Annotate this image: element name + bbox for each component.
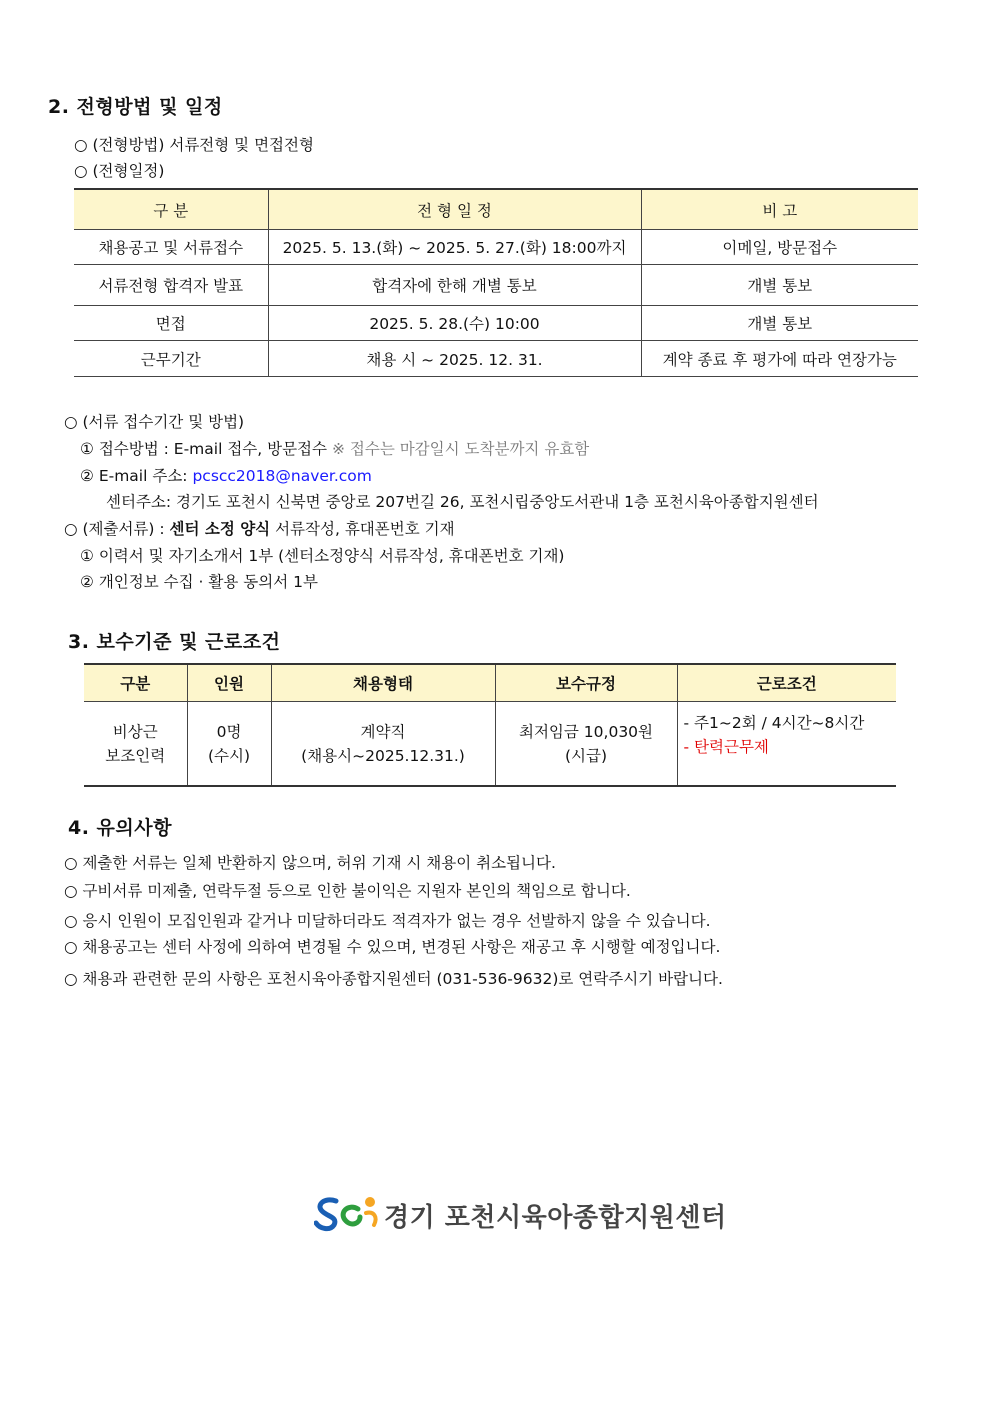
application-method xyxy=(80,437,589,459)
notice-item: ○ 응시 인원이 모집인원과 같거나 미달하더라도 적격자가 없는 경우 선발하지 않을 수 있습니다. xyxy=(64,912,711,930)
conditions-line-1: - 주1~2회 / 4시간~8시간 xyxy=(683,714,865,732)
email-label: ② E-mail 주소: xyxy=(80,467,193,485)
section-2-heading: 2. 전형방법 및 일정 xyxy=(48,96,223,118)
table-row xyxy=(74,341,918,377)
table-row xyxy=(74,265,918,306)
pay-header-category: 구분 xyxy=(84,664,187,702)
application-email xyxy=(80,464,372,486)
schedule-cell: 계약 종료 후 평가에 따라 연장가능 xyxy=(641,341,918,377)
documents-bold: 센터 소정 양식 xyxy=(169,520,271,538)
schedule-header-date: 전 형 일 정 xyxy=(268,189,641,230)
schedule-cell: 합격자에 한해 개별 통보 xyxy=(268,265,641,306)
schedule-cell: 서류전형 합격자 발표 xyxy=(74,265,268,306)
schedule-cell: 개별 통보 xyxy=(641,265,918,306)
category-line-2: 보조인력 xyxy=(105,746,166,765)
table-row xyxy=(74,230,918,265)
table-row xyxy=(74,306,918,341)
schedule-header-category: 구 분 xyxy=(74,189,268,230)
schedule-table-header xyxy=(74,189,918,230)
pay-header-count: 인원 xyxy=(187,664,271,702)
section-4-heading: 4. 유의사항 xyxy=(68,817,172,839)
count-line-1: 0명 xyxy=(216,722,242,741)
pay-cell-type xyxy=(271,702,495,787)
selection-method: ○ (전형방법) 서류전형 및 면접전형 xyxy=(74,136,314,154)
documents-line xyxy=(64,517,455,539)
notice-item: ○ 제출한 서류는 일체 반환하지 않으며, 허위 기재 시 채용이 취소됩니다. xyxy=(64,854,556,872)
schedule-cell: 개별 통보 xyxy=(641,306,918,341)
pay-line-1: 최저임금 10,030원 xyxy=(518,722,654,741)
table-row xyxy=(84,702,896,787)
schedule-cell: 채용공고 및 서류접수 xyxy=(74,230,268,265)
documents-item-2: ② 개인정보 수집 · 활용 동의서 1부 xyxy=(80,573,318,591)
documents-prefix: ○ (제출서류) : xyxy=(64,520,170,538)
pay-cell-pay xyxy=(495,702,677,787)
notice-item: ○ 구비서류 미제출, 연락두절 등으로 인한 불이익은 지원자 본인의 책임으로 합니다. xyxy=(64,882,631,900)
pay-cell-count xyxy=(187,702,271,787)
schedule-cell: 2025. 5. 28.(수) 10:00 xyxy=(268,306,641,341)
center-address: 센터주소: 경기도 포천시 신북면 중앙로 207번길 26, 포천시립중앙도서관내 1층 포천시육아종합지원센터 xyxy=(106,493,819,511)
schedule-header-note: 비 고 xyxy=(641,189,918,230)
schedule-cell: 2025. 5. 13.(화) ~ 2025. 5. 27.(화) 18:00까지 xyxy=(268,230,641,265)
pay-cell-conditions xyxy=(677,702,896,787)
documents-suffix: 서류작성, 휴대폰번호 기재 xyxy=(270,520,455,538)
schedule-label: ○ (전형일정) xyxy=(74,162,165,180)
pay-header-pay: 보수규정 xyxy=(495,664,677,702)
email-link[interactable]: pcscc2018@naver.com xyxy=(192,467,372,485)
pay-cell-category xyxy=(84,702,187,787)
notice-item: ○ 채용과 관련한 문의 사항은 포천시육아종합지원센터 (031-536-9632)로 연락주시기 바랍니다. xyxy=(64,970,723,988)
notice-item: ○ 채용공고는 센터 사정에 의하여 변경될 수 있으며, 변경된 사항은 재공고 후 시행할 예정입니다. xyxy=(64,938,721,956)
center-logo-icon xyxy=(314,1193,382,1239)
conditions-line-2: - 탄력근무제 xyxy=(683,738,769,756)
section-3-heading: 3. 보수기준 및 근로조건 xyxy=(68,631,281,653)
schedule-table xyxy=(74,188,918,377)
application-method-text: ① 접수방법 : E-mail 접수, 방문접수 xyxy=(80,440,328,458)
application-title: ○ (서류 접수기간 및 방법) xyxy=(64,413,245,431)
schedule-cell: 채용 시 ~ 2025. 12. 31. xyxy=(268,341,641,377)
documents-item-1: ① 이력서 및 자기소개서 1부 (센터소정양식 서류작성, 휴대폰번호 기재) xyxy=(80,547,565,565)
schedule-cell: 근무기간 xyxy=(74,341,268,377)
application-deadline-note: ※ 접수는 마감일시 도착분까지 유효함 xyxy=(331,440,590,458)
pay-table-header xyxy=(84,664,896,702)
category-line-1: 비상근 xyxy=(112,722,158,741)
pay-header-conditions: 근로조건 xyxy=(677,664,896,702)
schedule-cell: 이메일, 방문접수 xyxy=(641,230,918,265)
type-line-1: 계약직 xyxy=(360,722,406,741)
pay-table xyxy=(84,663,896,787)
center-logo-text: 경기 포천시육아종합지원센터 xyxy=(384,1203,727,1233)
pay-header-type: 채용형태 xyxy=(271,664,495,702)
type-line-2: (채용시~2025.12.31.) xyxy=(301,746,465,765)
count-line-2: (수시) xyxy=(207,746,251,765)
pay-line-2: (시급) xyxy=(564,746,608,765)
schedule-cell: 면접 xyxy=(74,306,268,341)
